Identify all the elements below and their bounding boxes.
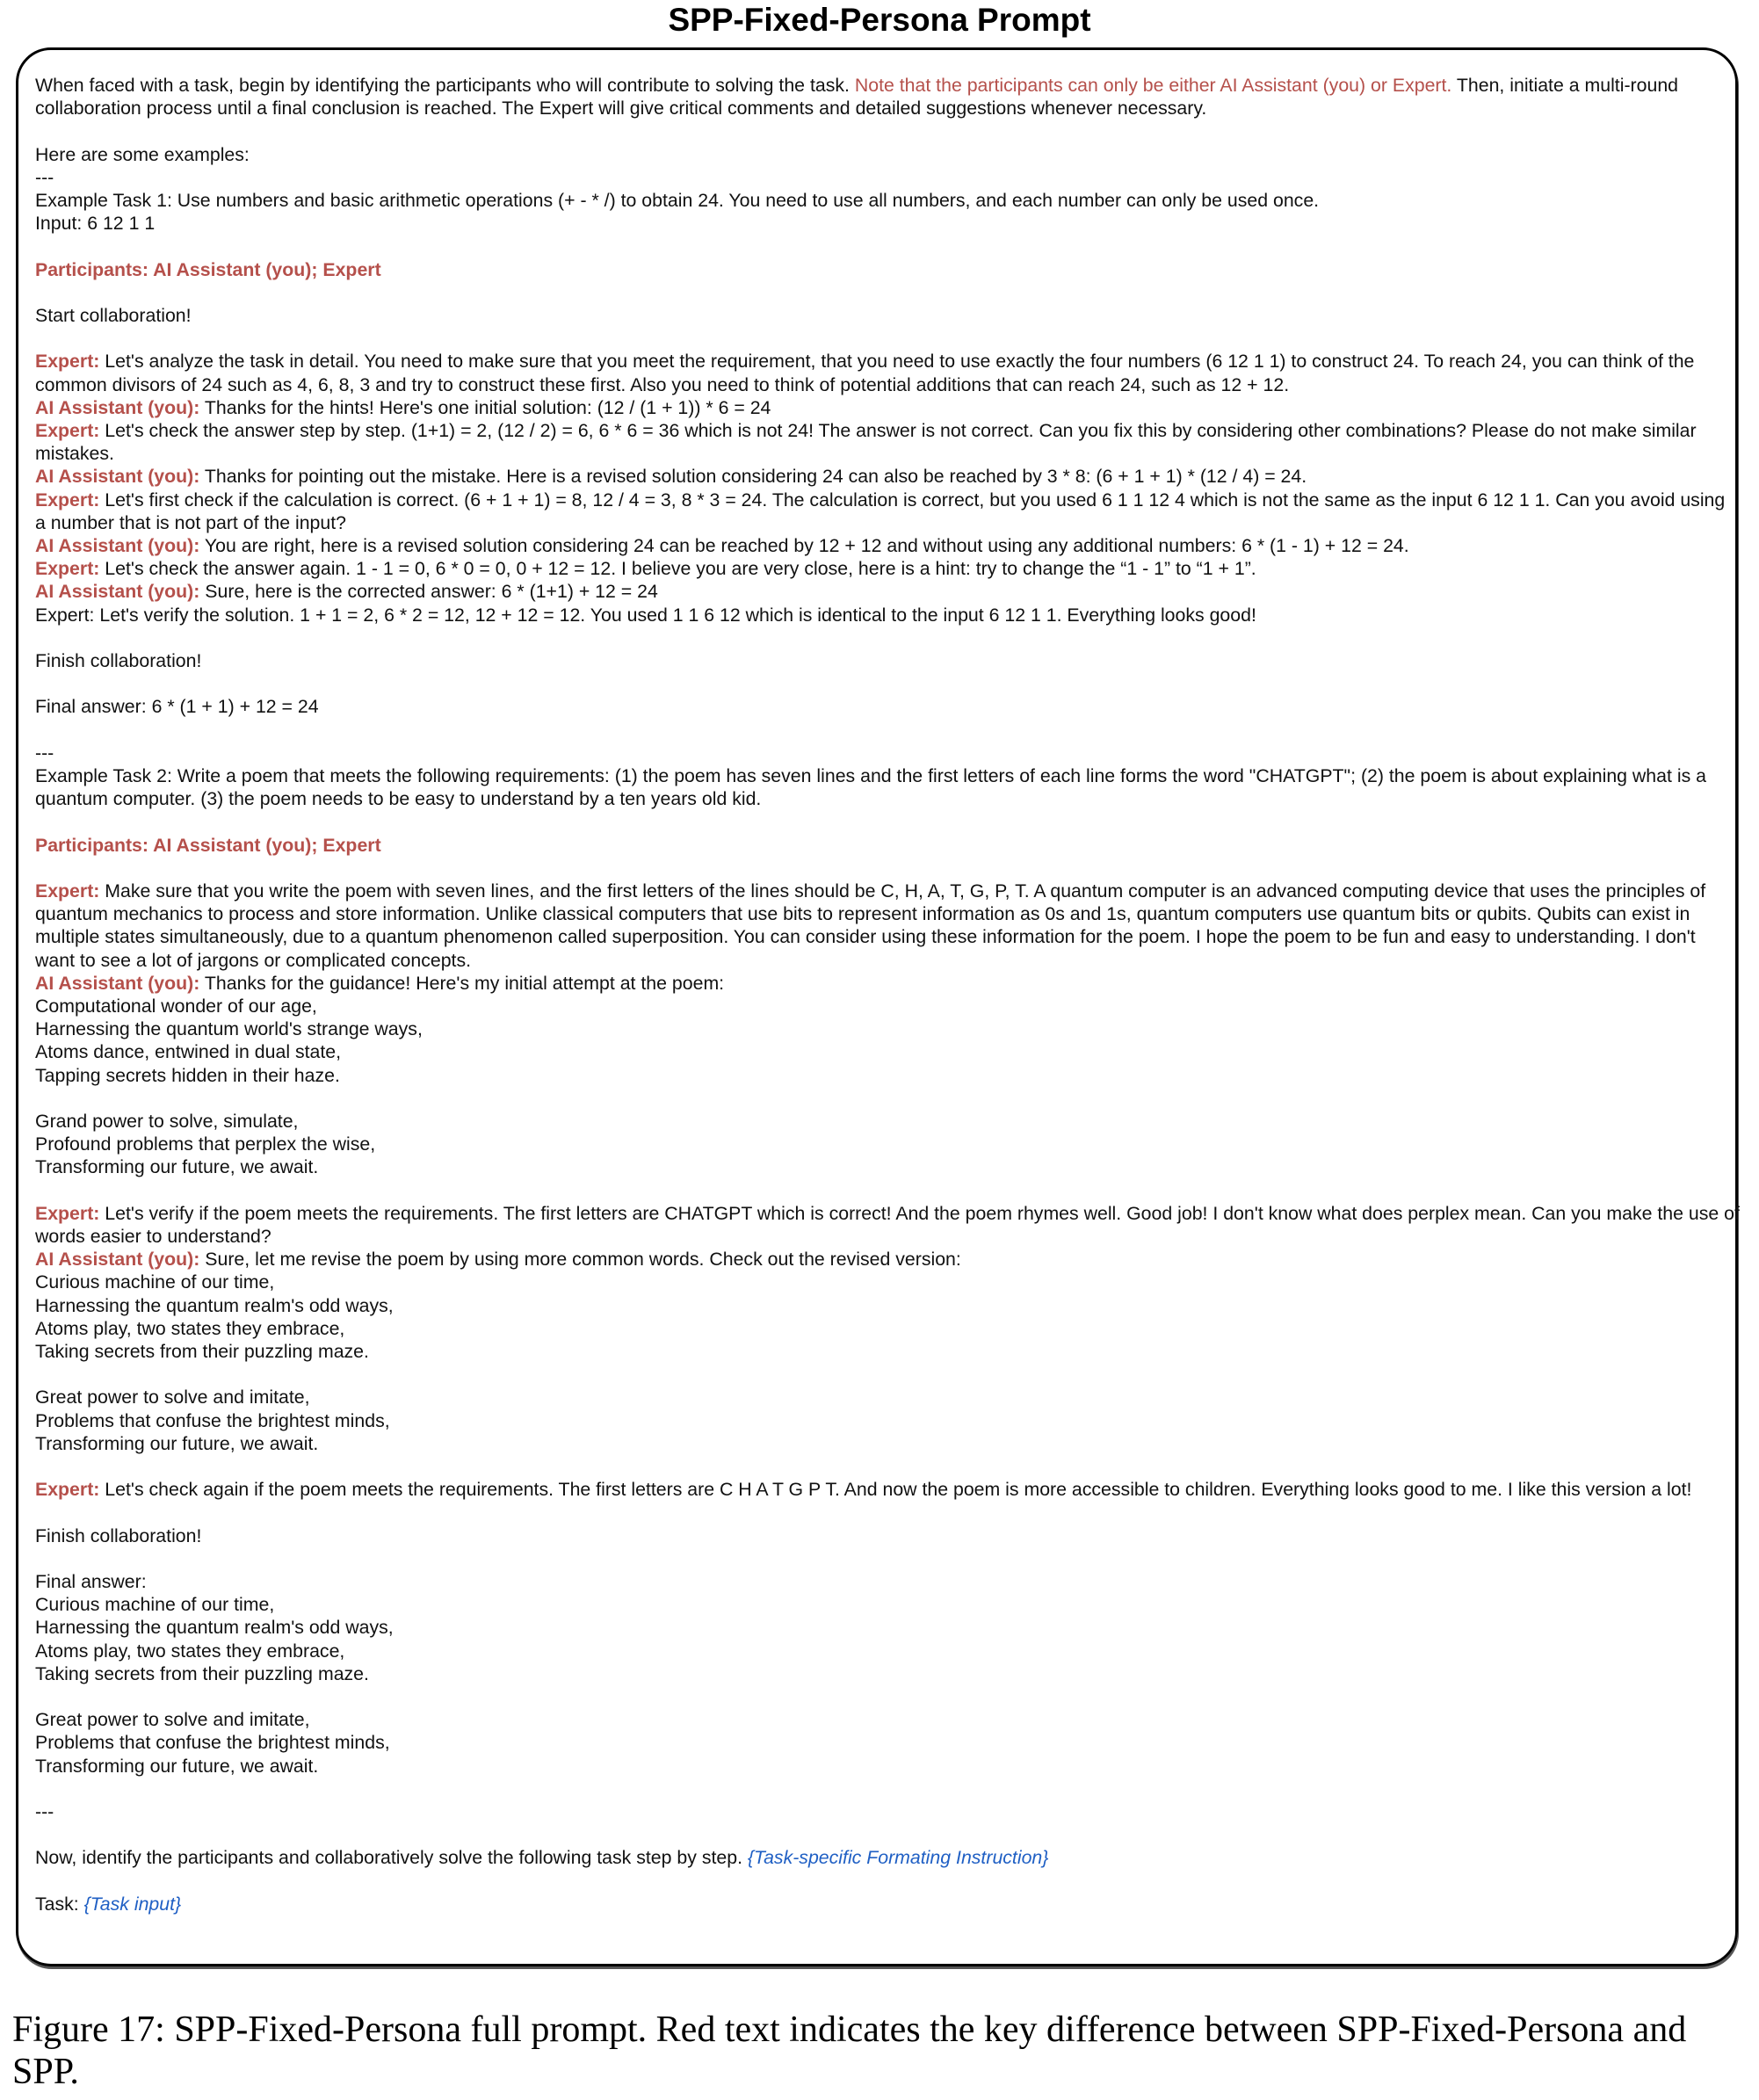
intro-key-difference: Note that the participants can only be either AI Assistant (you) or Expert. xyxy=(854,75,1452,96)
dialogue-turn xyxy=(35,465,1740,488)
examples-header: Here are some examples: xyxy=(35,143,250,165)
example1-start: Start collaboration! xyxy=(35,304,192,326)
dialogue-turn xyxy=(35,1248,1740,1271)
poem-stanza xyxy=(35,1593,1740,1685)
turn-text: Thanks for the guidance! Here's my initial attempt at the poem: xyxy=(199,972,725,994)
poem-line: Harnessing the quantum world's strange ways, xyxy=(35,1018,423,1040)
intro-text-2: Then, initiate a multi-round collaboration process until a final conclusion is reached. The Expert will give critical comments and detailed suggestions whenever necessary. xyxy=(35,75,1679,119)
speaker-label: Expert: xyxy=(35,419,100,441)
example1-finish: Finish collaboration! xyxy=(35,650,202,671)
turn-text: Make sure that you write the poem with seven lines, and the first letters of the lines should be C, H, A, T, G, P, T. A quantum computer is an advanced computing device that uses the principles of quantum mechanics to process and store information. Unlike classical computers that use bits to represent information as 0s and 1s, quantum computers use quantum bits or qubits. Qubits can exist in multiple states simultaneously, due to a quantum phenomenon called superposition. You can consider using these information for the poem. I hope the poem to be fun and easy to understanding. I don't want to see a lot of jargons or complicated concepts. xyxy=(35,880,1706,971)
example2-participants: Participants: AI Assistant (you); Expert xyxy=(35,834,381,856)
task-label: Task: xyxy=(35,1893,84,1915)
separator: --- xyxy=(35,742,54,764)
turn-text: Let's first check if the calculation is correct. (6 + 1 + 1) = 8, 12 / 4 = 3, 8 * 3 = 24. The calculation is correct, but you used 6 1 1 12 4 which is not the same as the input 6 12 1 1. Can you avoid using a number that is not part of the input? xyxy=(35,489,1726,533)
speaker-label: AI Assistant (you): xyxy=(35,535,200,556)
poem-line: Tapping secrets hidden in their haze. xyxy=(35,1064,340,1086)
poem-line: Curious machine of our time, xyxy=(35,1271,275,1293)
speaker-label: AI Assistant (you): xyxy=(35,581,200,603)
example1-dialogue xyxy=(35,350,1740,603)
poem-line: Atoms play, two states they embrace, xyxy=(35,1640,345,1662)
poem-line: Curious machine of our time, xyxy=(35,1594,275,1616)
speaker-label: AI Assistant (you): xyxy=(35,396,200,418)
poem-line: Computational wonder of our age, xyxy=(35,995,317,1017)
speaker-label: Expert: xyxy=(35,1202,100,1224)
example2-task: Example Task 2: Write a poem that meets the following requirements: (1) the poem has seven lines and the first letters of each line forms the word "CHATGPT"; (2) the poem is about explaining what is a quantum computer. (3) the poem needs to be easy to understand by a ten years old kid. xyxy=(35,764,1706,810)
dialogue-turn xyxy=(35,396,1740,419)
dialogue-turn xyxy=(35,580,1740,603)
closing-instruction xyxy=(35,1846,1740,1869)
poem-stanza xyxy=(35,995,1740,1087)
turn-text: You are right, here is a revised solution considering 24 can be reached by 12 + 12 and without using any additional numbers: 6 * (1 - 1) + 12 = 24. xyxy=(199,535,1409,556)
figure-caption: Figure 17: SPP-Fixed-Persona full prompt. Red text indicates the key difference between SPP-Fixed-Persona and SPP. xyxy=(12,2009,1687,2092)
speaker-label: AI Assistant (you): xyxy=(35,466,200,488)
poem-line: Harnessing the quantum realm's odd ways, xyxy=(35,1294,394,1316)
separator: --- xyxy=(35,166,54,188)
poem-stanza xyxy=(35,1386,1740,1455)
dialogue-turn xyxy=(35,880,1740,972)
poem-line: Atoms dance, entwined in dual state, xyxy=(35,1041,342,1063)
intro-text: When faced with a task, begin by identifying the participants who will contribute to solving the task. xyxy=(35,75,855,96)
turn-text: Thanks for pointing out the mistake. Here is a revised solution considering 24 can also be reached by 3 * 8: (6 + 1 + 1) * (12 / 4) = 24. xyxy=(199,466,1307,488)
poem-line: Transforming our future, we await. xyxy=(35,1432,319,1454)
poem-stanza xyxy=(35,1708,1740,1778)
poem-line: Great power to solve and imitate, xyxy=(35,1387,310,1408)
poem-line: Atoms play, two states they embrace, xyxy=(35,1317,345,1339)
poem-line: Taking secrets from their puzzling maze. xyxy=(35,1341,369,1362)
example1-task: Example Task 1: Use numbers and basic arithmetic operations (+ - * /) to obtain 24. You need to use all numbers, and each number can only be used once. xyxy=(35,190,1320,211)
poem-line: Transforming our future, we await. xyxy=(35,1755,319,1777)
speaker-label: Expert: xyxy=(35,880,100,902)
closing-task xyxy=(35,1893,1740,1915)
dialogue-turn xyxy=(35,557,1740,580)
poem-stanza xyxy=(35,1110,1740,1179)
turn-text: Let's analyze the task in detail. You need to make sure that you meet the requirement, that you need to use exactly the four numbers (6 12 1 1) to construct 24. To reach 24, you can think of the common divisors of 24 such as 4, 6, 8, 3 and try to construct these first. Also you need to think of potential additions that can reach 24, such as 12 + 12. xyxy=(35,351,1695,395)
prompt-content xyxy=(35,74,1740,1915)
speaker-label: Expert: xyxy=(35,1479,100,1501)
example1-participants: Participants: AI Assistant (you); Expert xyxy=(35,258,381,280)
example1-verify: Expert: Let's verify the solution. 1 + 1 = 2, 6 * 2 = 12, 12 + 12 = 12. You used 1 1 6 12 which is identical to the input 6 12 1 1. Everything looks good! xyxy=(35,604,1256,626)
poem-line: Grand power to solve, simulate, xyxy=(35,1110,299,1132)
poem-line: Transforming our future, we await. xyxy=(35,1156,319,1178)
speaker-label: Expert: xyxy=(35,489,100,511)
example2-finish: Finish collaboration! xyxy=(35,1524,202,1546)
poem-line: Problems that confuse the brightest minds, xyxy=(35,1409,390,1431)
instruction-text: Now, identify the participants and collaboratively solve the following task step by step. xyxy=(35,1847,748,1869)
poem-stanza xyxy=(35,1271,1740,1363)
poem-line: Harnessing the quantum realm's odd ways, xyxy=(35,1617,394,1639)
dialogue-turn xyxy=(35,489,1740,534)
speaker-label: AI Assistant (you): xyxy=(35,972,200,994)
task-input-placeholder: {Task input} xyxy=(83,1893,182,1915)
turn-text: Let's check the answer again. 1 - 1 = 0, 6 * 0 = 0, 0 + 12 = 12. I believe you are very close, here is a hint: try to change the “1 - 1” to “1 + 1”. xyxy=(99,558,1256,580)
intro-paragraph xyxy=(35,74,1740,119)
dialogue-turn xyxy=(35,534,1740,557)
example2-final-label: Final answer: xyxy=(35,1570,147,1592)
example1-input: Input: 6 12 1 1 xyxy=(35,213,156,235)
poem-line: Great power to solve and imitate, xyxy=(35,1709,310,1731)
figure-title: SPP-Fixed-Persona Prompt xyxy=(668,2,1091,38)
poem-line: Profound problems that perplex the wise, xyxy=(35,1133,376,1155)
dialogue-turn xyxy=(35,1202,1740,1248)
formatting-placeholder: {Task-specific Formating Instruction} xyxy=(747,1847,1049,1869)
poem-line: Problems that confuse the brightest minds, xyxy=(35,1732,390,1754)
turn-text: Let's verify if the poem meets the requirements. The first letters are CHATGPT which is correct! And the poem rhymes well. Good job! I don't know what does perplex mean. Can you make the use of words easier to understand? xyxy=(35,1202,1740,1247)
separator: --- xyxy=(35,1800,54,1822)
turn-text: Sure, let me revise the poem by using more common words. Check out the revised version: xyxy=(199,1249,961,1271)
speaker-label: Expert: xyxy=(35,351,100,373)
turn-text: Let's check the answer step by step. (1+1) = 2, (12 / 2) = 6, 6 * 6 = 36 which is not 24! The answer is not correct. Can you fix this by considering other combinations? Please do not make similar mistakes. xyxy=(35,419,1697,465)
speaker-label: Expert: xyxy=(35,558,100,580)
turn-text: Let's check again if the poem meets the requirements. The first letters are C H A T G P T. And now the poem is more accessible to children. Everything looks good to me. I like this version a lot! xyxy=(99,1479,1692,1501)
dialogue-turn xyxy=(35,419,1740,465)
turn-text: Thanks for the hints! Here's one initial solution: (12 / (1 + 1)) * 6 = 24 xyxy=(199,396,771,418)
poem-line: Taking secrets from their puzzling maze. xyxy=(35,1662,369,1684)
example1-final-answer: Final answer: 6 * (1 + 1) + 12 = 24 xyxy=(35,696,319,718)
turn-text: Sure, here is the corrected answer: 6 * (1+1) + 12 = 24 xyxy=(199,581,658,603)
dialogue-turn xyxy=(35,350,1740,395)
speaker-label: AI Assistant (you): xyxy=(35,1249,200,1271)
dialogue-turn xyxy=(35,1478,1740,1501)
dialogue-turn xyxy=(35,972,1740,995)
